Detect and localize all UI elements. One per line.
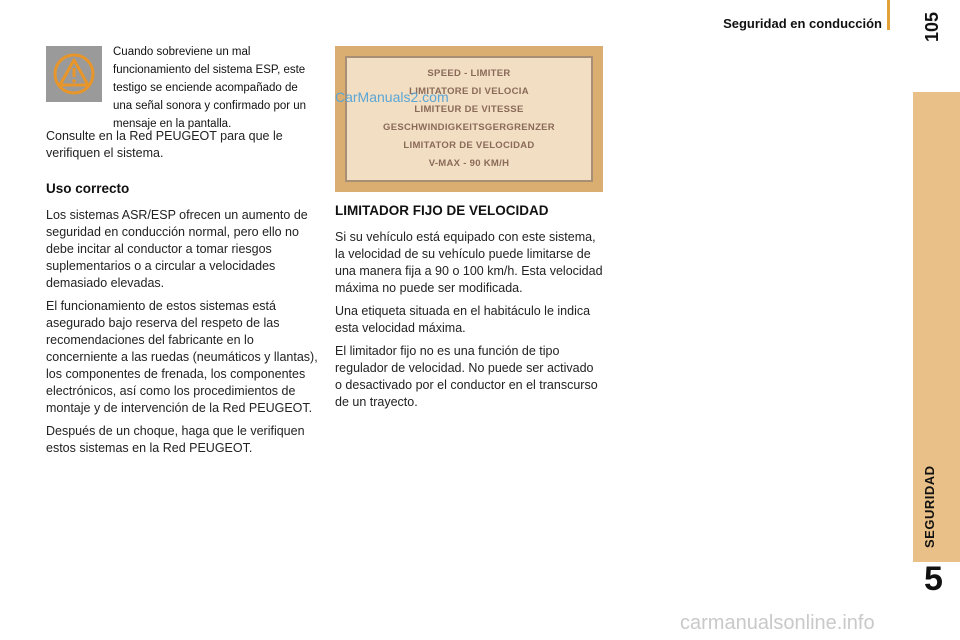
chapter-tab-label: SEGURIDAD (922, 465, 937, 548)
body-paragraph: Si su vehículo está equipado con este sistema, la velocidad de su vehículo puede limitarse de una manera fija a 90 o 100 km/h. Esta velocidad máxima no puede ser modificada. (335, 230, 603, 295)
label-line: LIMITATOR DE VELOCIDAD (403, 140, 535, 151)
watermark: CarManuals2.com (335, 89, 449, 105)
footer-watermark: carmanualsonline.info (680, 612, 875, 634)
section-heading: Uso correcto (46, 181, 130, 196)
section-title: Seguridad en conducción (723, 16, 882, 31)
section-heading: LIMITADOR FIJO DE VELOCIDAD (335, 203, 549, 218)
chapter-number: 5 (924, 560, 943, 598)
label-line: LIMITATORE DI VELOCIA (409, 86, 529, 97)
label-line: V-MAX - 90 KM/H (428, 158, 510, 169)
body-paragraph: El limitador fijo no es una función de tipo regulador de velocidad. No puede ser activado o desactivado por el conductor en el transcurso de un trayecto. (335, 344, 598, 409)
speed-limiter-label (335, 46, 603, 192)
body-paragraph: Los sistemas ASR/ESP ofrecen un aumento de seguridad en conducción normal, pero ello no debe incitar al conductor a tomar riesgos suplementarios o a circular a velocidades demasiado elevadas. (46, 208, 308, 290)
right-column (335, 202, 603, 417)
body-paragraph: El funcionamiento de estos sistemas está asegurado bajo reserva del respeto de las recomendaciones del fabricante en lo concerniente a las ruedas (neumáticos y llantas), los componentes de frenada, los componentes electrónicos, así como los procedimientos de montaje y de intervención de la Red PEUGEOT. (46, 299, 318, 415)
left-column (46, 128, 320, 463)
label-line: SPEED - LIMITER (427, 68, 511, 79)
warning-triangle-icon (46, 46, 102, 102)
label-plate (345, 56, 593, 182)
label-line: GESCHWINDIGKEITSGERGRENZER (383, 122, 555, 133)
warning-note: Cuando sobreviene un mal funcionamiento del sistema ESP, este testigo se enciende acompañado de una señal sonora y confirmado por un mensaje en la pantalla. (113, 46, 307, 130)
intro-paragraph: Consulte en la Red PEUGEOT para que le verifiquen el sistema. (46, 129, 283, 160)
header-rule (887, 0, 890, 30)
body-paragraph: Después de un choque, haga que le verifiquen estos sistemas en la Red PEUGEOT. (46, 424, 305, 455)
body-paragraph: Una etiqueta situada en el habitáculo le indica esta velocidad máxima. (335, 304, 591, 335)
page-number: 105 (922, 11, 942, 42)
label-line: LIMITEUR DE VITESSE (414, 104, 524, 115)
